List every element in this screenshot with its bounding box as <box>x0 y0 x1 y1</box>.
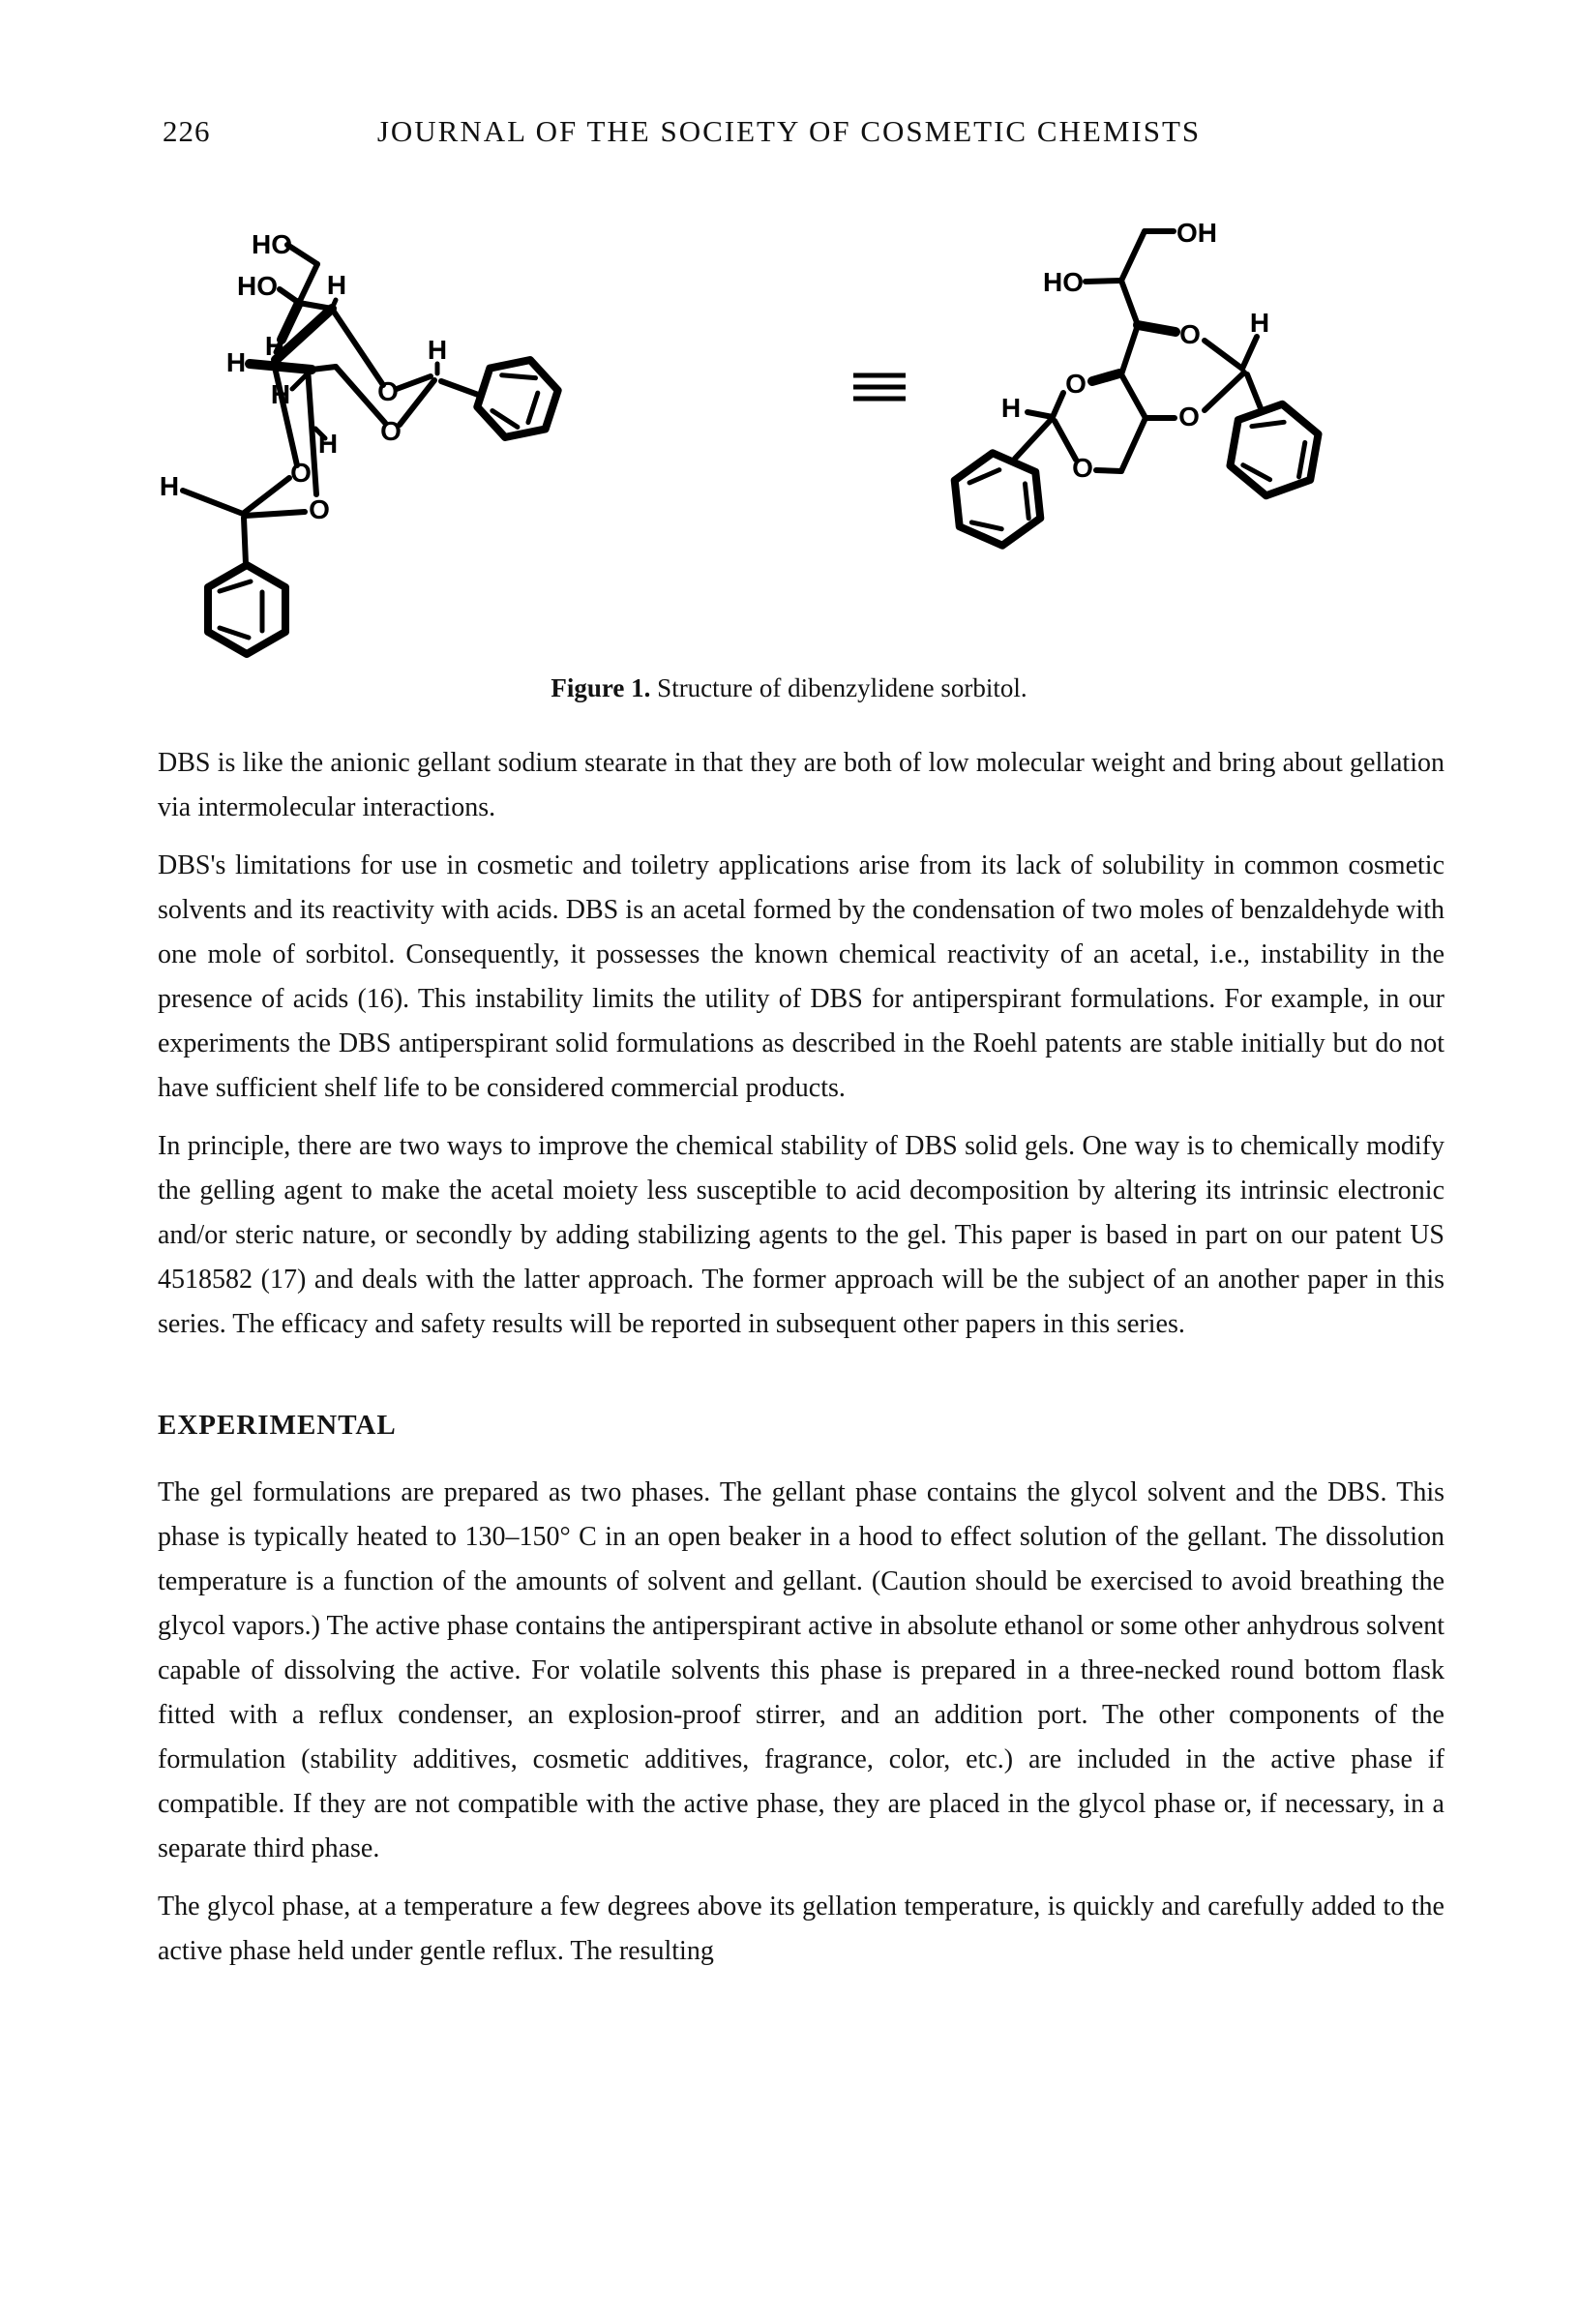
phenyl-ring <box>471 349 564 449</box>
atom-label-o: O <box>1178 402 1200 432</box>
page-number: 226 <box>163 114 211 148</box>
atom-label-h: H <box>1249 308 1270 338</box>
dbs-bicyclic-structure <box>952 218 1322 550</box>
atom-label-o: O <box>1065 369 1087 399</box>
atom-label-o: O <box>1179 319 1201 349</box>
atom-label-o: O <box>290 458 312 488</box>
phenyl-ring <box>208 565 285 654</box>
paragraph-dbs-comparison: DBS is like the anionic gellant sodium stearate in that they are both of low molecular weight and bring about gellation via intermolecular interactions. <box>158 748 1444 822</box>
phenyl-ring <box>952 449 1043 550</box>
paragraph-glycol-phase: The glycol phase, at a temperature a few degrees above its gellation temperature, is quickly and carefully added to the active phase held under gentle reflux. The resulting <box>158 1892 1444 1966</box>
atom-label-o: O <box>377 376 399 406</box>
section-heading-experimental: EXPERIMENTAL <box>158 1410 397 1441</box>
atom-label-ho: HO <box>237 271 278 301</box>
atom-label-h: H <box>317 429 339 459</box>
phenyl-ring <box>1226 397 1322 502</box>
atom-label-h: H <box>1000 393 1022 423</box>
atom-label-h: H <box>225 347 247 377</box>
article-body <box>158 741 1444 1987</box>
atom-label-h: H <box>159 471 180 501</box>
dbs-open-chain-structure <box>160 229 564 654</box>
paragraph-dbs-limitations: DBS's limitations for use in cosmetic and toiletry applications arise from its lack of solubility in common cosmetic solvents and its reactivity with acids. DBS is an acetal formed by the condensation of two moles of benzaldehyde with one mole of sorbitol. Consequently, it possesses the known chemical reactivity of an acetal, i.e., instability in the presence of acids (16). This instability limits the utility of DBS for antiperspirant formulations. For example, in our experiments the DBS antiperspirant solid formulations as described in the Roehl patents are stable initially but do not have sufficient shelf life to be considered commercial products. <box>158 850 1444 1103</box>
atom-label-h: H <box>264 331 285 361</box>
figure-caption-label: Figure 1. <box>551 673 651 702</box>
atom-label-h: H <box>427 335 448 365</box>
atom-label-o: O <box>309 494 330 524</box>
atom-label-oh: OH <box>1176 218 1217 248</box>
atom-label-ho: HO <box>1043 267 1084 297</box>
paragraph-gel-preparation: The gel formulations are prepared as two phases. The gellant phase contains the glycol solvent and the DBS. This phase is typically heated to 130–150° C in an open beaker in a hood to effect solution of the gellant. The dissolution temperature is a function of the amounts of solvent and gellant. (Caution should be exercised to avoid breathing the glycol vapors.) The active phase contains the antiperspirant active in absolute ethanol or some other anhydrous solvent capable of dissolving the active. For volatile solvents this phase is prepared in a three-necked round bottom flask fitted with a reflux condenser, an explosion-proof stirrer, and an addition port. The other components of the formulation (stability additives, cosmetic additives, fragrance, color, etc.) are included in the active phase if compatible. If they are not compatible with the active phase, they are placed in the glycol phase or, if necessary, in a separate third phase. <box>158 1477 1444 1863</box>
figure-caption-text: Structure of dibenzylidene sorbitol. <box>657 673 1027 702</box>
atom-label-ho: HO <box>252 229 292 259</box>
atom-label-h: H <box>326 270 347 300</box>
atom-label-o: O <box>380 416 402 446</box>
atom-label-o: O <box>1072 453 1093 483</box>
journal-title: JOURNAL OF THE SOCIETY OF COSMETIC CHEMISTS <box>376 114 1202 148</box>
figure-caption <box>0 673 1578 703</box>
equivalence-sign <box>853 375 906 399</box>
figure-structure <box>0 135 1578 663</box>
paragraph-stability-approaches: In principle, there are two ways to improve the chemical stability of DBS solid gels. One way is to chemically modify the gelling agent to make the acetal moiety less susceptible to acid decomposition by altering its intrinsic electronic and/or steric nature, or secondly by adding stabilizing agents to the gel. This paper is based in part on our patent US 4518582 (17) and deals with the latter approach. The former approach will be the subject of an another paper in this series. The efficacy and safety results will be reported in subsequent other papers in this series. <box>158 1131 1444 1339</box>
atom-label-h: H <box>270 379 291 409</box>
